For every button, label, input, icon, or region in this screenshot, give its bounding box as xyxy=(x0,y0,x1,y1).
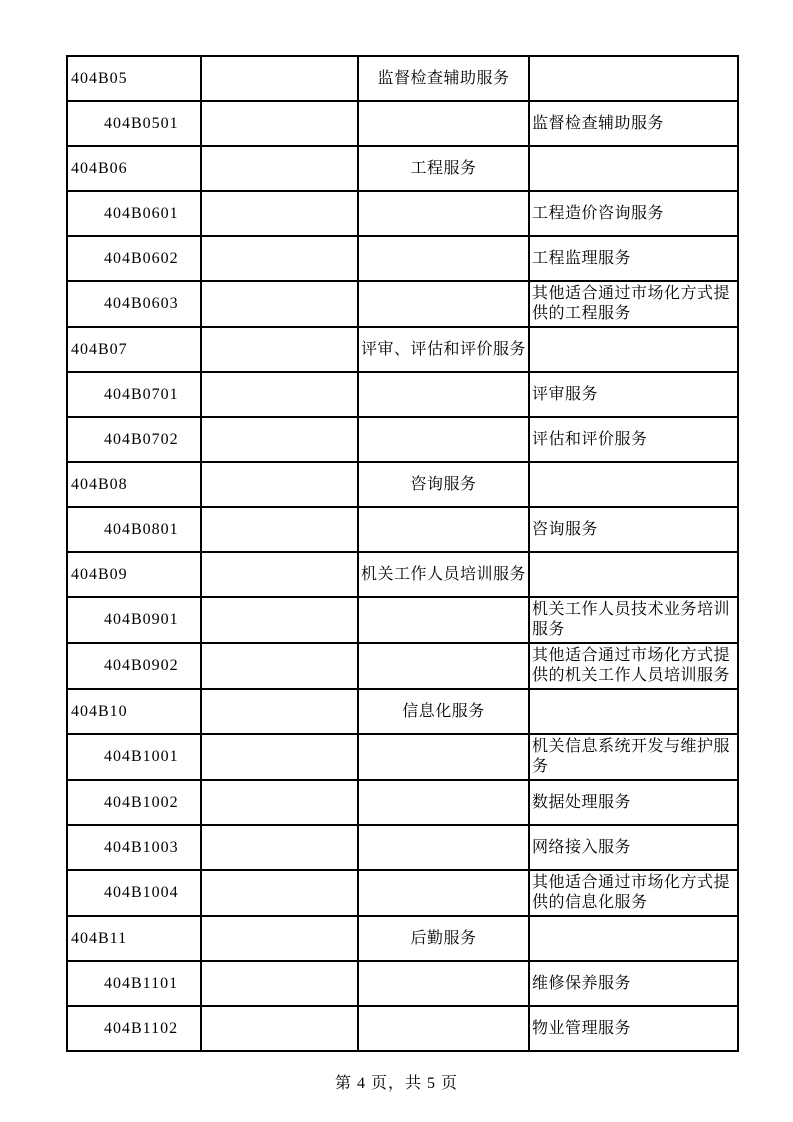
empty-cell xyxy=(201,780,358,825)
code-cell: 404B08 xyxy=(67,462,201,507)
item-cell: 数据处理服务 xyxy=(529,780,738,825)
item-cell: 机关信息系统开发与维护服务 xyxy=(529,734,738,780)
empty-cell xyxy=(201,417,358,462)
table-row xyxy=(67,961,738,1006)
empty-cell xyxy=(201,734,358,780)
code-cell: 404B1001 xyxy=(67,734,201,780)
item-cell xyxy=(529,146,738,191)
code-cell: 404B0601 xyxy=(67,191,201,236)
category-cell xyxy=(358,780,529,825)
category-cell xyxy=(358,597,529,643)
empty-cell xyxy=(201,327,358,372)
table-row xyxy=(67,1006,738,1051)
item-cell: 维修保养服务 xyxy=(529,961,738,1006)
code-cell: 404B0501 xyxy=(67,101,201,146)
item-cell xyxy=(529,552,738,597)
table-row xyxy=(67,101,738,146)
item-cell: 评审服务 xyxy=(529,372,738,417)
item-cell xyxy=(529,56,738,101)
category-cell xyxy=(358,191,529,236)
code-cell: 404B07 xyxy=(67,327,201,372)
item-cell xyxy=(529,916,738,961)
empty-cell xyxy=(201,236,358,281)
classification-table xyxy=(66,55,739,1052)
item-cell: 机关工作人员技术业务培训服务 xyxy=(529,597,738,643)
category-cell xyxy=(358,417,529,462)
code-cell: 404B0603 xyxy=(67,281,201,327)
empty-cell xyxy=(201,507,358,552)
code-cell: 404B06 xyxy=(67,146,201,191)
empty-cell xyxy=(201,281,358,327)
table-row xyxy=(67,916,738,961)
empty-cell xyxy=(201,101,358,146)
code-cell: 404B1002 xyxy=(67,780,201,825)
table-row xyxy=(67,417,738,462)
code-cell: 404B10 xyxy=(67,689,201,734)
item-cell: 网络接入服务 xyxy=(529,825,738,870)
page-footer: 第 4 页，共 5 页 xyxy=(334,1075,458,1092)
item-cell: 工程监理服务 xyxy=(529,236,738,281)
empty-cell xyxy=(201,689,358,734)
category-cell xyxy=(358,870,529,916)
code-cell: 404B11 xyxy=(67,916,201,961)
empty-cell xyxy=(201,146,358,191)
category-cell: 咨询服务 xyxy=(358,462,529,507)
code-cell: 404B0801 xyxy=(67,507,201,552)
category-cell: 工程服务 xyxy=(358,146,529,191)
item-cell: 物业管理服务 xyxy=(529,1006,738,1051)
item-cell xyxy=(529,327,738,372)
code-cell: 404B09 xyxy=(67,552,201,597)
item-cell: 评估和评价服务 xyxy=(529,417,738,462)
code-cell: 404B05 xyxy=(67,56,201,101)
category-cell: 评审、评估和评价服务 xyxy=(358,327,529,372)
item-cell: 其他适合通过市场化方式提供的机关工作人员培训服务 xyxy=(529,643,738,689)
empty-cell xyxy=(201,825,358,870)
empty-cell xyxy=(201,643,358,689)
empty-cell xyxy=(201,870,358,916)
category-cell: 机关工作人员培训服务 xyxy=(358,552,529,597)
category-cell xyxy=(358,825,529,870)
category-cell: 后勤服务 xyxy=(358,916,529,961)
code-cell: 404B1004 xyxy=(67,870,201,916)
code-cell: 404B0902 xyxy=(67,643,201,689)
item-cell: 其他适合通过市场化方式提供的信息化服务 xyxy=(529,870,738,916)
code-cell: 404B0901 xyxy=(67,597,201,643)
item-cell: 工程造价咨询服务 xyxy=(529,191,738,236)
empty-cell xyxy=(201,916,358,961)
table-row xyxy=(67,643,738,689)
table-row xyxy=(67,689,738,734)
empty-cell xyxy=(201,1006,358,1051)
table-row xyxy=(67,870,738,916)
item-cell: 监督检查辅助服务 xyxy=(529,101,738,146)
item-cell xyxy=(529,462,738,507)
empty-cell xyxy=(201,372,358,417)
empty-cell xyxy=(201,462,358,507)
category-cell xyxy=(358,236,529,281)
table-row xyxy=(67,327,738,372)
table-row xyxy=(67,236,738,281)
category-cell xyxy=(358,101,529,146)
table-row xyxy=(67,780,738,825)
category-cell xyxy=(358,1006,529,1051)
category-cell xyxy=(358,734,529,780)
table-row xyxy=(67,734,738,780)
code-cell: 404B1003 xyxy=(67,825,201,870)
table-row xyxy=(67,597,738,643)
table-row xyxy=(67,146,738,191)
category-cell xyxy=(358,372,529,417)
code-cell: 404B0602 xyxy=(67,236,201,281)
empty-cell xyxy=(201,552,358,597)
item-cell xyxy=(529,689,738,734)
table-body xyxy=(67,56,738,1051)
table-row xyxy=(67,462,738,507)
category-cell xyxy=(358,281,529,327)
empty-cell xyxy=(201,597,358,643)
empty-cell xyxy=(201,961,358,1006)
code-cell: 404B1102 xyxy=(67,1006,201,1051)
item-cell: 其他适合通过市场化方式提供的工程服务 xyxy=(529,281,738,327)
code-cell: 404B1101 xyxy=(67,961,201,1006)
category-cell xyxy=(358,961,529,1006)
code-cell: 404B0701 xyxy=(67,372,201,417)
category-cell: 监督检查辅助服务 xyxy=(358,56,529,101)
table-row xyxy=(67,825,738,870)
category-cell: 信息化服务 xyxy=(358,689,529,734)
table-row xyxy=(67,507,738,552)
table-row xyxy=(67,191,738,236)
code-cell: 404B0702 xyxy=(67,417,201,462)
table-row xyxy=(67,281,738,327)
table-row xyxy=(67,56,738,101)
category-cell xyxy=(358,507,529,552)
empty-cell xyxy=(201,191,358,236)
category-cell xyxy=(358,643,529,689)
table-row xyxy=(67,552,738,597)
empty-cell xyxy=(201,56,358,101)
item-cell: 咨询服务 xyxy=(529,507,738,552)
table-row xyxy=(67,372,738,417)
